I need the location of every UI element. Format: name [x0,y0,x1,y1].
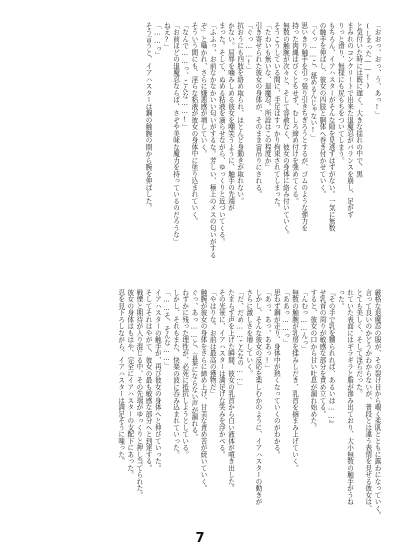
text-line: 無数の触腕が乳房を揉みしだき、乳首を摘まみ上げていく。 [290,289,299,472]
text-line: まった。そして、ぬめる粘液を滴らせながら、ゆっくりと近づいてくる。 [217,22,226,245]
text-line: 「あっ、あっ、ああっ!」 [263,289,272,372]
text-line: ぐっ、あっ……と、言葉にならない声が漏れる。 [189,289,198,441]
text-line: さらに激しさを増していく。 [244,289,253,377]
text-line: 「ぐっ……!」 [244,22,253,74]
text-line: ぞ」と囁かれ、さらに嫌悪感が増していく。 [199,22,208,157]
text-line: ねえ?」 [162,22,171,51]
text-line: 触腕が彼女の身体をさらに締め上げ、甘美な責め苦が続いていく。 [199,289,208,492]
text-line: 「ああっ……っ」 [281,289,290,346]
text-line: 「んむっ……んっ」 [299,289,308,353]
text-line: 「くっ……こ、舐めるんじゃない!」 [308,22,317,141]
text-line: もちろん、イアハスターがそんな隙を見逃すはずがない。一気に無数 [327,22,336,232]
text-line: しかし、それもまた、快楽の波に呑み込まれていった。 [171,289,180,458]
text-line: すると、彼女の口から甘い吐息が漏れ始めた。 [308,289,317,431]
text-line: 「なんで……っ、こんな……!」 [180,22,189,131]
text-line: そうこうしている間に、手足はすっかり拘束されてしまった。 [272,22,281,211]
text-line: 戦慄と期待が入り混じる中、その先端がゆっくりと押し当てられた。 [134,289,143,499]
text-block-bottom [21,289,381,527]
text-line: イアハスターの触手が、再び彼女の身体へと伸びていった。 [153,289,162,472]
text-line: 引き寄せられた彼女の身体が、そのまま宙吊りにされる。 [253,22,262,198]
text-line: 「やはりな。お前は最高の獲物だ」 [208,289,217,397]
text-line: 「ふふっ、お前なかなかいい匂いがするな。芳しい、極上のメスの匂いがする [208,22,217,259]
text-line: わずかに残った理性が、必死に抵抗しようとしている。 [180,289,189,458]
text-line: そう言うと、イアハスターは鋼の触腕の間から腕を伸ばした。 [144,22,153,211]
text-line: 厳格な退魔忍の服が、その裂け目から覗く柔肌とともに露わになっていく。 [373,289,381,519]
text-line: 持った肉縄はびくともせず、むしろ締め付けを強めてくる。 [290,22,299,205]
text-line: 「だ、だめ……こんなの……」 [235,289,244,390]
text-line: 無数の触腕が次々と、そして容赦なく、彼女の身体に絡み付いていく。 [281,22,290,238]
text-line: とても美しく、そして淫らだった。 [354,289,363,397]
text-line: そしてそれはやがて、彼女の最も敏感な部分へと到達する。 [144,289,153,472]
text-line: りっと滑り、無様にも尻もちをついてしまう。 [336,22,345,164]
text-line: 抗おうにも四肢を絡め取られ、ほとんど身動きが取れない。 [235,22,244,205]
text-line: せ乳首の周りが敏感な部分を責め立てる。 [318,289,327,418]
text-line: れていた表面にはギラギラと脂が滲み出ており、大小無数の触手がうね [345,289,354,505]
text-line: その光景に、イアハスターは満足げな笑みを浮かべる。 [217,289,226,458]
text-line: 「……っ」 [153,22,162,59]
text-line: 思わず鋼が走り、身体中が熱くなっていくのがわかる。 [272,289,281,458]
text-line: 彼女の身体はもはや、完全にイアハスターの支配下にあった。 [125,289,134,478]
text-line: そういう間にも、淫らな粘液が彼女の身体中に塗り込まれていく。 [189,22,198,225]
text-line: 「……そ、そんな……」 [162,289,171,369]
text-line: まみれのコンクリートで出来た退魔忍がバランスを崩し、足がず [345,22,354,218]
text-line: 忍を見下ろしながら、イアハスターは満足そうに嗤った。 [116,289,125,465]
page-number: 7 [195,531,205,546]
text-line: たまらず声を上げた瞬間、彼女の乳首から白い液体が噴き出した。 [226,289,235,492]
text-line: 思いきり触手を引っ張り引きちぎろうとするが、ゴムのような弾力を [299,22,308,232]
text-line: の触手を伸ばし、彼女の四肢と胴体へ巻き付かせていく。 [318,22,327,198]
text-line: 「おおっ、おっ、う、あっ!」 [373,22,381,118]
text-line: (しまった――!) [363,22,372,90]
text-line: 『その手で乳を嬲られれば、あるいは……』 [327,289,336,427]
text-line: かない。屈辱を噛みしめる彼女を嘲笑うように、触手の先端が [226,22,235,211]
text-line: 「お前ほどの退魔忍ならば、さぞや美味な魔力を持っているのだろうな」 [171,22,180,245]
text-line: 言って良いのかどうかわからないが、普段とは違う表情を見せる彼女は、 [363,289,372,512]
text-line: った。 [336,289,345,310]
text-line: しかし、そんな彼女の反応を楽しむかのように、イアハスターの動きが [253,289,262,505]
text-line: 「たわいも無いな、退魔忍。所詮はこの程度か」 [263,22,272,171]
text-block-top [21,22,381,260]
text-line: と気付いた時には既に遅く、大きな揺れの中で、黒 [354,22,363,178]
